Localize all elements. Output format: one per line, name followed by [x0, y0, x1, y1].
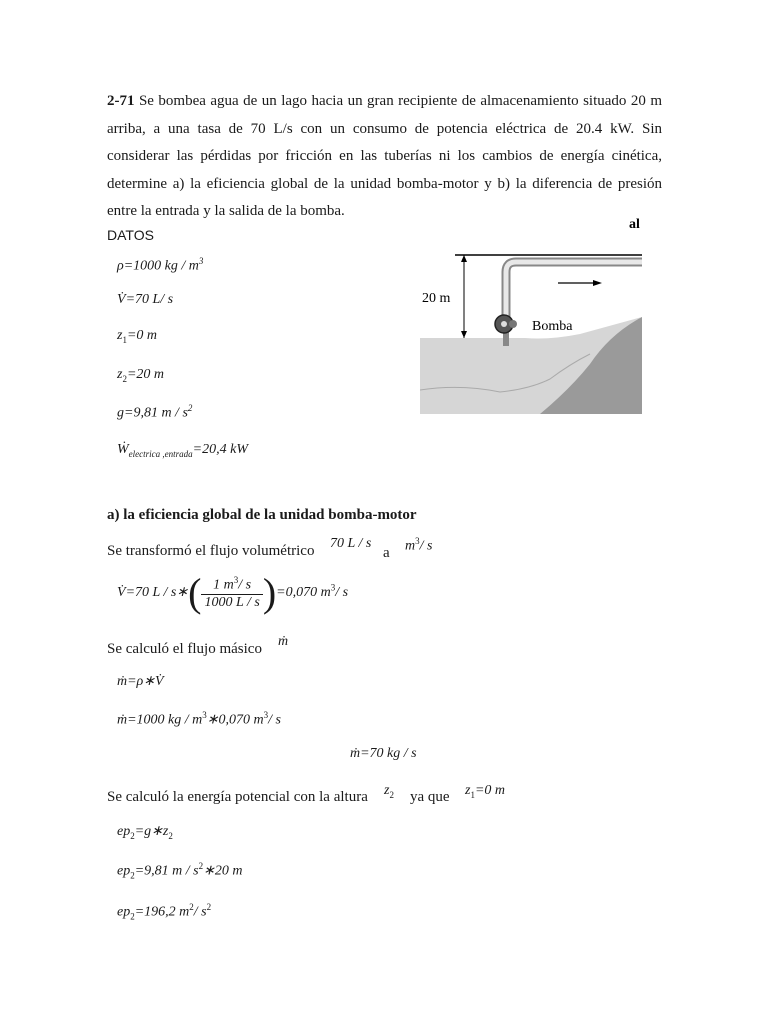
mdot-eq2: ṁ=1000 kg / $m^3∗0,070$ $m^3/$ s: [117, 710, 281, 728]
datos-w: $Ẇ_{electrica ,entrada}=20,4$ kW: [117, 442, 248, 459]
mdot-result: ṁ=70 kg / s: [350, 746, 417, 761]
transform-to: $m^3/$ s: [405, 536, 433, 554]
transform-from: 70 L / s: [330, 536, 372, 551]
mdot-eq1: ṁ=ρ∗V̇: [117, 674, 164, 689]
height-label: 20 m: [422, 291, 451, 306]
flow-arrowhead-icon: [593, 280, 602, 286]
mass-flow-text: Se calculó el flujo másico: [107, 641, 262, 657]
part-a-heading: a) la eficiencia global de la unidad bomba-motor: [107, 507, 417, 523]
pot-z1: $z_1=0$ m: [465, 783, 506, 800]
ep-eq3: $ep_2=196,2$ $m^2/$ $s^2$: [117, 902, 212, 922]
transform-a: a: [383, 545, 390, 561]
datos-vdot: V̇=70 L/ s: [117, 292, 174, 307]
transform-text: Se transformó el flujo volumétrico: [107, 543, 315, 559]
mdot-symbol: ṁ: [278, 634, 289, 649]
datos-g: g=9,81 m / $s^2$: [117, 403, 193, 421]
pump-diagram: [420, 214, 642, 414]
top-label: al: [629, 217, 640, 232]
ep-eq1: $ep_2=g∗z_2$: [117, 824, 173, 841]
problem-number: 2-71: [107, 93, 135, 109]
pot-z2: $z_2$: [384, 783, 394, 800]
problem-statement: 2-71 Se bombea agua de un lago hacia un gran recipiente de almacenamiento situado 20 m arriba, a una tasa de 70 L/s con un consumo de potencia eléctrica de 20.4 kW. Sin considerar las pérdidas por fricción en las tuberías ni los cambios de energía cinética, determine a) la eficiencia global de la unidad bomba-motor y b) la diferencia de presión entre la entrada y la salida de la bomba.: [107, 93, 662, 219]
pipe-inner: [506, 262, 642, 324]
datos-heading: DATOS: [107, 227, 154, 243]
pump-label: Bomba: [532, 319, 573, 334]
conversion-equation: V̇=70 L / s∗( $\frac{1 m^3/ s}{1000 L / s}$ )=0,070 $m^3/$ s: [117, 570, 349, 615]
potential-text: Se calculó la energía potencial con la altura: [107, 789, 368, 805]
dim-arrow-bottom: [461, 331, 467, 338]
pump-figure: [420, 214, 642, 414]
ep-eq2: $ep_2=9,81$ m / $s^2∗20$ m: [117, 861, 243, 881]
datos-z2: $z_2=20$ m: [117, 367, 165, 384]
dim-arrow-top: [461, 255, 467, 262]
datos-z1: $z_1=0$ m: [117, 328, 158, 345]
pot-because: ya que: [410, 789, 450, 805]
pipe-outer: [506, 262, 642, 324]
datos-rho: ρ=1000 kg / $m^3$: [117, 256, 204, 274]
